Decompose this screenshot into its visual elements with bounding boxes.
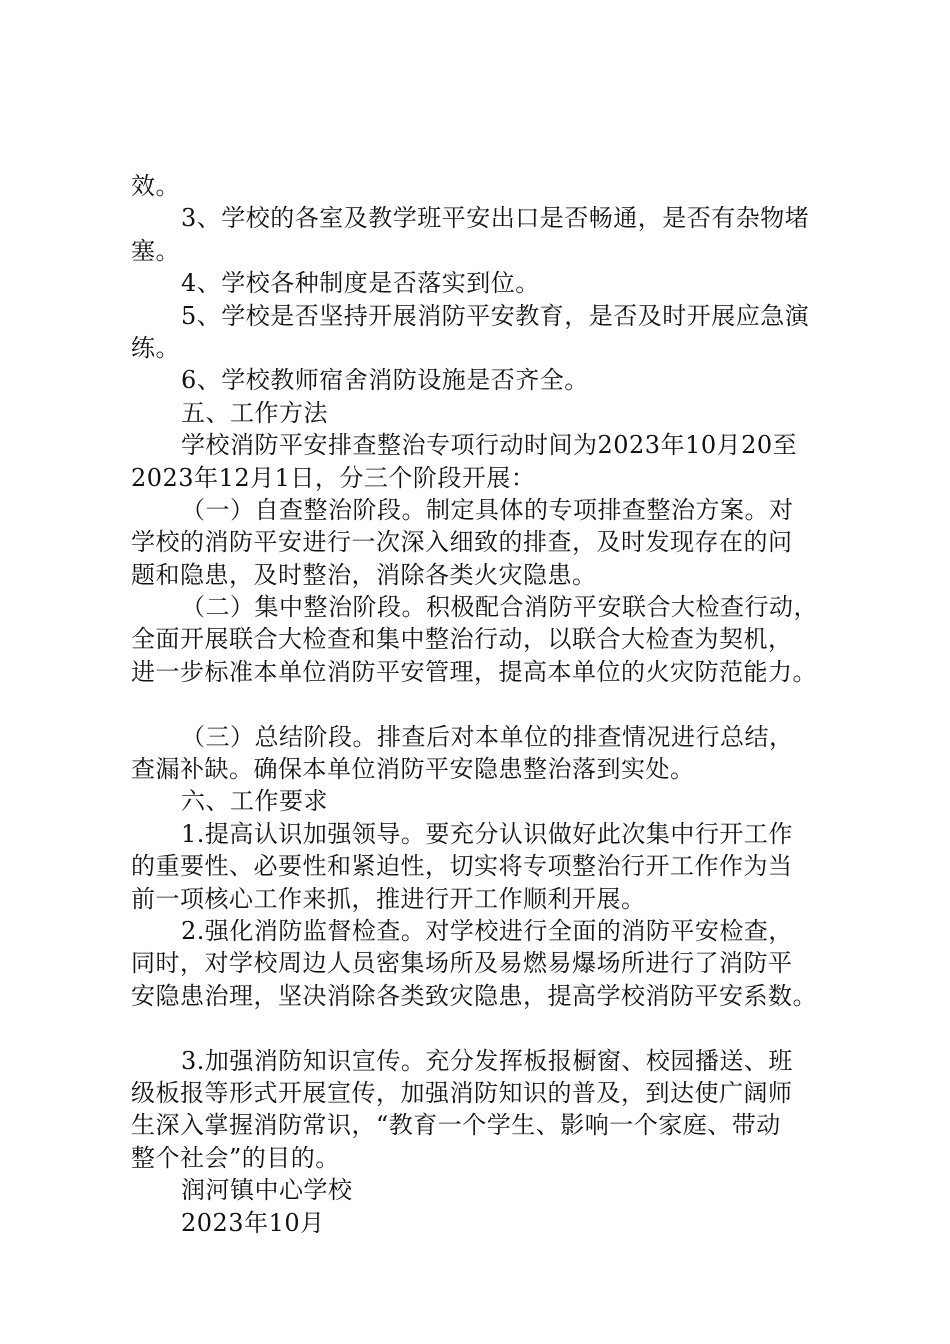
text-line: （一）自查整治阶段。制定具体的专项排查整治方案。对 xyxy=(181,495,794,524)
text-line: 生深入掌握消防常识，“教育一个学生、影响一个家庭、带动 xyxy=(131,1111,781,1140)
text-line: 塞。 xyxy=(131,236,180,265)
text-line: 全面开展联合大检查和集中整治行动，以联合大检查为契机， xyxy=(131,625,793,654)
text-line: 的重要性、必要性和紧迫性，切实将专项整治行开工作作为当 xyxy=(131,852,793,881)
text-line: 级板报等形式开展宣传，加强消防知识的普及，到达使广阔师 xyxy=(131,1078,793,1107)
text-line: 2.强化消防监督检查。对学校进行全面的消防平安检查， xyxy=(181,916,793,945)
text-line: 进一步标准本单位消防平安管理，提高本单位的火灾防范能力。 xyxy=(131,657,817,686)
text-line: 润河镇中心学校 xyxy=(181,1176,353,1205)
text-line: 5、学校是否坚持开展消防平安教育，是否及时开展应急演 xyxy=(181,301,810,330)
text-line: 同时，对学校周边人员密集场所及易燃易爆场所进行了消防平 xyxy=(131,949,793,978)
blank-line xyxy=(131,688,831,720)
text-line: 1.提高认识加强领导。要充分认识做好此次集中行开工作 xyxy=(181,819,793,848)
text-line: 效。 xyxy=(131,172,180,200)
text-line: 安隐患治理，坚决消除各类致灾隐患，提高学校消防平安系数。 xyxy=(131,981,817,1010)
text-line: 学校消防平安排查整治专项行动时间为2023年10月20至 xyxy=(181,431,798,460)
text-line: 6、学校教师宿舍消防设施是否齐全。 xyxy=(181,366,589,395)
text-line: 2023年12月1日，分三个阶段开展： xyxy=(131,463,536,492)
text-line: 六、工作要求 xyxy=(181,787,328,816)
text-line: 查漏补缺。确保本单位消防平安隐患整治落到实处。 xyxy=(131,755,695,784)
document-body xyxy=(131,170,831,1239)
text-line: 五、工作方法 xyxy=(181,398,328,427)
text-line: 前一项核心工作来抓，推进行开工作顺利开展。 xyxy=(131,884,646,913)
blank-line xyxy=(131,1012,831,1044)
text-line: （二）集中整治阶段。积极配合消防平安联合大检查行动， xyxy=(181,593,818,622)
text-line: 3.加强消防知识宣传。充分发挥板报橱窗、校园播送、班 xyxy=(181,1046,793,1075)
text-line: 2023年10月 xyxy=(181,1208,325,1237)
text-line: 练。 xyxy=(131,333,180,362)
text-line: 题和隐患，及时整治，消除各类火灾隐患。 xyxy=(131,560,597,589)
text-line: 整个社会”的目的。 xyxy=(131,1143,340,1172)
text-line: 学校的消防平安进行一次深入细致的排查，及时发现存在的问 xyxy=(131,528,793,557)
text-line: 4、学校各种制度是否落实到位。 xyxy=(181,269,540,298)
text-line: （三）总结阶段。排查后对本单位的排查情况进行总结， xyxy=(181,722,794,751)
text-line: 3、学校的各室及教学班平安出口是否畅通，是否有杂物堵 xyxy=(181,204,810,233)
